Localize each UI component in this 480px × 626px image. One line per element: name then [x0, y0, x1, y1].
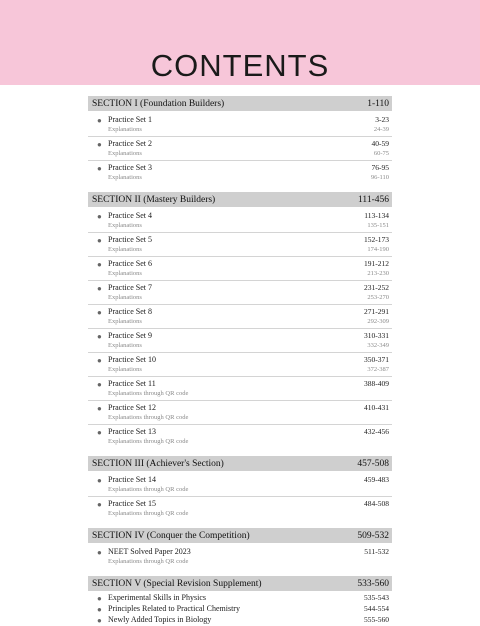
entry-page-range: 231-252	[364, 283, 389, 292]
explanations-page-range	[387, 509, 389, 518]
bullet-icon: ●	[97, 284, 102, 293]
bullet-icon: ●	[97, 500, 102, 509]
section-items	[88, 591, 392, 626]
section-items	[88, 207, 392, 448]
entry-name: Principles Related to Practical Chemistry	[108, 604, 240, 613]
explanations-page-range	[387, 413, 389, 422]
entry-name: Practice Set 13	[108, 427, 156, 436]
entry-titles	[108, 259, 364, 278]
toc-entry	[88, 113, 392, 137]
entry-titles	[108, 403, 364, 422]
page-title: CONTENTS	[150, 48, 330, 83]
explanations-label: Explanations	[108, 222, 142, 229]
toc-entry	[88, 281, 392, 305]
section-header	[88, 96, 392, 111]
entry-titles	[108, 499, 364, 518]
bullet-icon: ●	[97, 548, 102, 557]
toc-entry	[88, 329, 392, 353]
bullet-icon: ●	[97, 260, 102, 269]
entry-page-range: 544-554	[364, 604, 389, 613]
entry-titles	[108, 593, 364, 602]
section-name: SECTION IV (Conquer the Competition)	[92, 530, 250, 541]
bullet-icon: ●	[97, 404, 102, 413]
explanations-page-range: 60-75	[373, 150, 389, 157]
explanations-label: Explanations	[108, 366, 142, 373]
bullet-icon: ●	[97, 380, 102, 389]
explanations-page-range: 332-349	[367, 342, 389, 349]
entry-page-range: 152-173	[364, 235, 389, 244]
section-header	[88, 192, 392, 207]
entry-page-range: 459-483	[364, 475, 389, 484]
section-name: SECTION II (Mastery Builders)	[92, 194, 216, 205]
toc-entry	[88, 233, 392, 257]
entry-page-range: 271-291	[364, 307, 389, 316]
explanations-label: Explanations	[108, 342, 142, 349]
bullet-icon: ●	[97, 212, 102, 221]
entry-pages	[372, 139, 390, 158]
entry-page-range: 410-431	[364, 403, 389, 412]
section-page-range: 533-560	[357, 578, 389, 589]
entry-name: Practice Set 6	[108, 259, 152, 268]
section-header	[88, 528, 392, 543]
bullet-icon: ●	[97, 236, 102, 245]
entry-page-range: 535-543	[364, 593, 389, 602]
bullet-icon: ●	[97, 356, 102, 365]
bullet-icon: ●	[97, 476, 102, 485]
entry-pages	[364, 499, 389, 518]
toc-entry	[88, 401, 392, 425]
entry-page-range: 484-508	[364, 499, 389, 508]
explanations-page-range: 24-39	[373, 126, 389, 133]
toc-entry	[88, 257, 392, 281]
bullet-icon: ●	[97, 308, 102, 317]
bullet-icon: ●	[97, 164, 102, 173]
section-gap	[88, 448, 392, 456]
section-page-range: 111-456	[358, 194, 389, 205]
toc-entry	[88, 615, 392, 626]
section-page-range: 457-508	[357, 458, 389, 469]
explanations-label: Explanations through QR code	[108, 414, 189, 421]
section-name: SECTION I (Foundation Builders)	[92, 98, 225, 109]
entry-name: Practice Set 8	[108, 307, 152, 316]
entry-name: Practice Set 14	[108, 475, 156, 484]
bullet-icon: ●	[97, 616, 102, 625]
entry-pages	[364, 259, 389, 278]
entry-name: Newly Added Topics in Biology	[108, 615, 212, 624]
entry-name: Practice Set 15	[108, 499, 156, 508]
entry-name: Practice Set 9	[108, 331, 152, 340]
bullet-icon: ●	[97, 594, 102, 603]
toc-entry	[88, 593, 392, 604]
entry-titles	[108, 604, 364, 613]
entry-name: Practice Set 10	[108, 355, 156, 364]
explanations-label: Explanations through QR code	[108, 558, 189, 565]
section-gap	[88, 568, 392, 576]
entry-pages	[364, 427, 389, 446]
entry-pages	[371, 163, 389, 182]
entry-pages	[364, 379, 389, 398]
toc-entry	[88, 161, 392, 184]
entry-titles	[108, 163, 371, 182]
entry-pages	[364, 283, 389, 302]
entry-pages	[364, 355, 389, 374]
bullet-icon: ●	[97, 140, 102, 149]
explanations-label: Explanations through QR code	[108, 486, 189, 493]
bullet-icon: ●	[97, 332, 102, 341]
entry-titles	[108, 139, 372, 158]
entry-pages	[364, 307, 389, 326]
explanations-page-range: 96-110	[370, 174, 389, 181]
section-header	[88, 576, 392, 591]
entry-titles	[108, 379, 364, 398]
entry-page-range: 113-134	[364, 211, 389, 220]
toc-entry	[88, 497, 392, 520]
entry-pages	[364, 235, 389, 254]
bullet-icon: ●	[97, 116, 102, 125]
section-gap	[88, 184, 392, 192]
entry-titles	[108, 235, 364, 254]
explanations-page-range	[387, 389, 389, 398]
entry-page-range: 40-59	[371, 139, 389, 148]
section-page-range: 509-532	[357, 530, 389, 541]
entry-pages	[374, 115, 389, 134]
entry-page-range: 555-560	[364, 615, 389, 624]
entry-page-range: 191-212	[364, 259, 389, 268]
explanations-label: Explanations	[108, 174, 142, 181]
toc-entry	[88, 209, 392, 233]
section-name: SECTION III (Achiever's Section)	[92, 458, 224, 469]
bullet-icon: ●	[97, 428, 102, 437]
entry-name: Practice Set 5	[108, 235, 152, 244]
entry-pages	[364, 615, 389, 624]
explanations-page-range: 253-270	[367, 294, 389, 301]
entry-page-range: 76-95	[371, 163, 389, 172]
entry-name: Practice Set 11	[108, 379, 156, 388]
entry-pages	[364, 211, 389, 230]
explanations-page-range	[387, 557, 389, 566]
explanations-label: Explanations	[108, 246, 142, 253]
entry-name: Practice Set 4	[108, 211, 152, 220]
entry-titles	[108, 331, 364, 350]
explanations-page-range: 372-387	[367, 366, 389, 373]
explanations-page-range: 174-190	[367, 246, 389, 253]
toc-entry	[88, 425, 392, 448]
explanations-label: Explanations	[108, 294, 142, 301]
explanations-page-range	[387, 485, 389, 494]
toc-entry	[88, 604, 392, 615]
explanations-label: Explanations	[108, 150, 142, 157]
table-of-contents	[88, 96, 392, 626]
entry-pages	[364, 403, 389, 422]
entry-name: Practice Set 12	[108, 403, 156, 412]
entry-titles	[108, 475, 364, 494]
entry-page-range: 388-409	[364, 379, 389, 388]
bullet-icon: ●	[97, 605, 102, 614]
entry-name: Practice Set 1	[108, 115, 152, 124]
explanations-label: Explanations through QR code	[108, 438, 189, 445]
toc-entry	[88, 473, 392, 497]
entry-page-range: 511-532	[364, 547, 389, 556]
entry-pages	[364, 475, 389, 494]
toc-entry	[88, 377, 392, 401]
section-header	[88, 456, 392, 471]
explanations-label: Explanations through QR code	[108, 510, 189, 517]
toc-entry	[88, 353, 392, 377]
explanations-label: Explanations	[108, 270, 142, 277]
explanations-page-range: 135-151	[367, 222, 389, 229]
toc-entry	[88, 137, 392, 161]
entry-titles	[108, 615, 364, 624]
entry-titles	[108, 283, 364, 302]
entry-titles	[108, 307, 364, 326]
section-name: SECTION V (Special Revision Supplement)	[92, 578, 262, 589]
entry-pages	[364, 604, 389, 613]
entry-page-range: 3-23	[375, 115, 389, 124]
explanations-label: Explanations through QR code	[108, 390, 189, 397]
entry-pages	[364, 331, 389, 350]
entry-page-range: 432-456	[364, 427, 389, 436]
entry-titles	[108, 427, 364, 446]
section-gap	[88, 520, 392, 528]
toc-entry	[88, 305, 392, 329]
explanations-page-range: 213-230	[367, 270, 389, 277]
entry-name: Practice Set 2	[108, 139, 152, 148]
entry-titles	[108, 211, 364, 230]
section-items	[88, 111, 392, 184]
section-page-range: 1-110	[367, 98, 389, 109]
entry-pages	[364, 593, 389, 602]
entry-name: Practice Set 3	[108, 163, 152, 172]
explanations-page-range	[387, 437, 389, 446]
entry-name: Practice Set 7	[108, 283, 152, 292]
entry-page-range: 350-371	[364, 355, 389, 364]
entry-page-range: 310-331	[364, 331, 389, 340]
entry-titles	[108, 355, 364, 374]
entry-titles	[108, 115, 374, 134]
explanations-label: Explanations	[108, 126, 142, 133]
explanations-page-range: 292-309	[367, 318, 389, 325]
section-items	[88, 543, 392, 568]
entry-name: Experimental Skills in Physics	[108, 593, 206, 602]
entry-name: NEET Solved Paper 2023	[108, 547, 191, 556]
section-items	[88, 471, 392, 520]
explanations-label: Explanations	[108, 318, 142, 325]
